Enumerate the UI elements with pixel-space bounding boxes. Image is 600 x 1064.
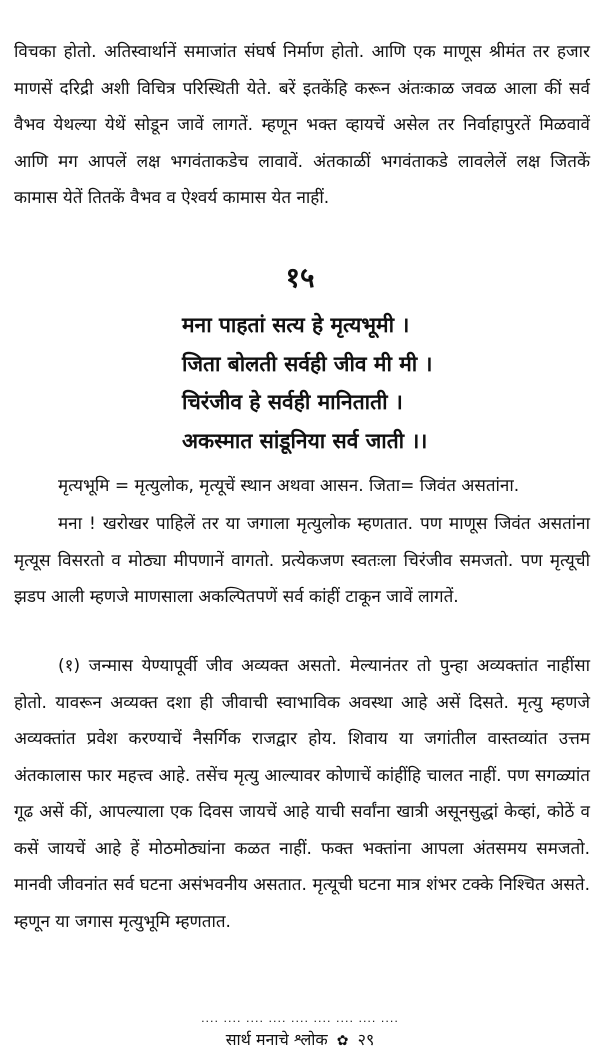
paragraph-intro: विचका होतो. अतिस्वार्थानें समाजांत संघर्ष निर्माण होतो. आणि एक माणूस श्रीमंत तर हजार माणसें दरिद्री अशी विचित्र परिस्थिती येते. बरें इतकेंहि करून अंतःकाळ जवळ आला कीं सर्व वैभव येथल्या येथें सोडून जावें लागतें. म्हणून भक्त व्हायचें असेल तर निर्वाहापुरतें मिळवावें आणि मग आपलें लक्ष भगवंताकडेच लावावें. अंतकाळीं भगवंताकडे लावलेलें लक्ष जितकें कामास येतें तितकें वैभव व ऐश्वर्य कामास येत नाहीं. [14, 42, 590, 208]
footer-line [0, 1026, 600, 1055]
flower-ornament-icon: ✿ [336, 1033, 349, 1049]
footer-dotted-rule: .... .... .... .... .... .... .... .... .... [201, 1012, 399, 1025]
paragraph-explanation: मना ! खरोखर पाहिलें तर या जगाला मृत्युलोक म्हणतात. पण माणूस जिवंत असतांना मृत्यूस विसरतो व मोठ्या मीपणानें वागतो. प्रत्येकजण स्वतःला चिरंजीव समजतो. पण मृत्यूची झडप आली म्हणजे माणसाला अकल्पितपणें सर्व कांहीं टाकून जावें लागतें. [14, 514, 590, 607]
verse-line-3: चिरंजीव हे सर्वही मानिताती । [182, 390, 403, 414]
paragraph-note-1: (१) जन्मास येण्यापूर्वी जीव अव्यक्त असतो. मेल्यानंतर तो पुन्हा अव्यक्तांत नाहींसा होतो. यावरून अव्यक्त दशा ही जीवाची स्वाभाविक अवस्था आहे असें दिसते. मृत्यु म्हणजे अव्यक्तांत प्रवेश करण्याचें नैसर्गिक राजद्वार होय. शिवाय या जगांतील वास्तव्यांत उत्तम अंतकालास फार महत्त्व आहे. तसेंच मृत्यु आल्यावर कोणाचें कांहींहि चालत नाहीं. पण सगळ्यांत गूढ असें कीं, आपल्याला एक दिवस जायचें आहे याची सर्वांना खात्री असूनसुद्धां केव्हां, कोठें व कसें जायचें आहे हें मोठमोठ्यांना कळत नाहीं. फक्त भक्तांना आपला अंतसमय समजतो. मानवी जीवनांत सर्व घटना असंभवनीय असतात. मृत्यूची घटना मात्र शंभर टक्के निश्चित असते. म्हणून या जगास मृत्युभूमि म्हणतात. [14, 656, 590, 932]
page-footer [0, 1012, 600, 1055]
footer-book-title: सार्थ मनाचे श्लोक [225, 1030, 328, 1049]
word-gloss: मृत्यभूमि = मृत्युलोक, मृत्यूचें स्थान अथवा आसन. जिता= जिवंत असतांना. [58, 476, 520, 496]
verse-line-4: अकस्मात सांडूनिया सर्व जाती ।। [182, 428, 428, 453]
chapter-number: १५ [285, 261, 315, 294]
verse-block [0, 306, 600, 460]
verse-line-2: जिता बोलती सर्वही जीव मी मी । [182, 351, 433, 376]
verse-line-1: मना पाहतां सत्य हे मृत्यभूमी । [182, 313, 410, 337]
page-number: २९ [357, 1030, 375, 1049]
